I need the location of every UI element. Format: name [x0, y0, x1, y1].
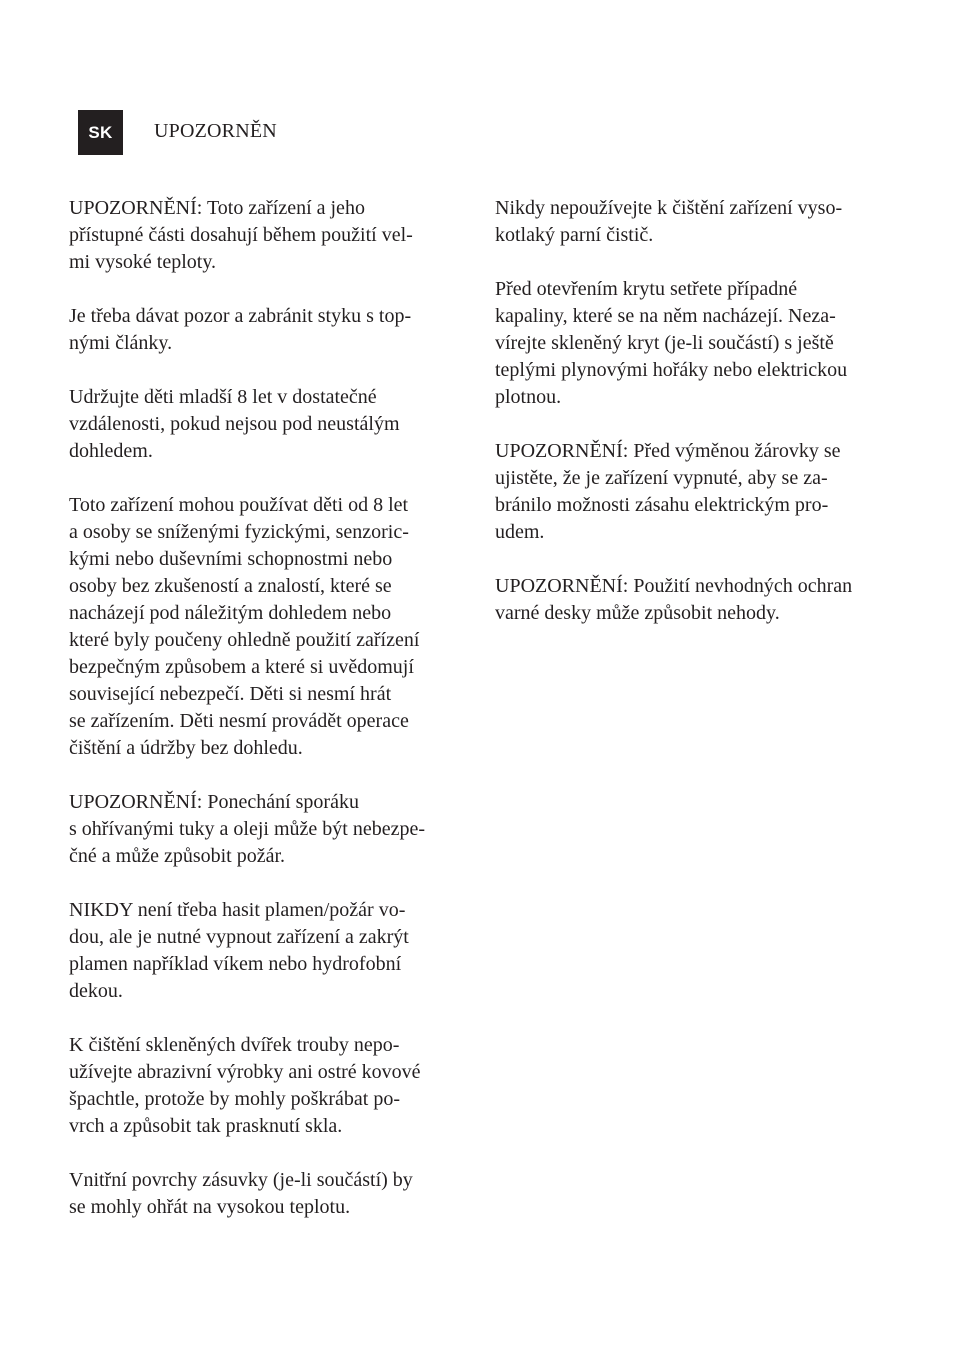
warning-paragraph-children-distance: Udržujte děti mladší 8 let v dostatečné vzdálenosti, pokud nejsou pod neustálým dohledem.: [69, 386, 400, 462]
warning-paragraph-oil-fire: UPOZORNĚNÍ: Ponechání sporáku s ohřívanými tuky a oleji může být nebezpe- čné a může způsobit požár.: [69, 791, 426, 867]
warning-paragraph-drawer-surfaces: Vnitřní povrchy zásuvky (je-li součástí) by se mohly ohřát na vysokou teplotu.: [69, 1169, 413, 1218]
warning-paragraph-bulb-replacement: UPOZORNĚNÍ: Před výměnou žárovky se ujistěte, že je zařízení vypnuté, aby se za- bránilo možnosti zásahu elektrickým pro- udem.: [495, 440, 841, 543]
warning-paragraph-children-usage: Toto zařízení mohou používat děti od 8 let a osoby se sníženými fyzickými, senzoric- kými nebo duševními schopnostmi nebo osoby bez zkušeností a znalostí, které se nacházejí pod náležitým dohledem nebo které byly poučeny ohledně použití zařízení bezpečným způsobem a které si uvědomují související nebezpečí. Děti si nesmí hrát se zařízením. Děti nesmí provádět operace čištění a údržby bez dohledu.: [69, 494, 420, 759]
left-column: [69, 195, 479, 1248]
warning-paragraph-water-extinguish: NIKDY není třeba hasit plamen/požár vo- dou, ale je nutné vypnout zařízení a zakrýt plamen například víkem nebo hydrofobní dekou.: [69, 899, 409, 1002]
warning-paragraph-glass-cleaning: K čištění skleněných dvířek trouby nepo- užívejte abrazivní výrobky ani ostré kovové špachtle, protože by mohly poškrábat po- vrch a způsobit tak prasknutí skla.: [69, 1034, 421, 1137]
warning-paragraph-hot-parts: UPOZORNĚNÍ: Toto zařízení a jeho přístupné části dosahují během použití vel- mi vysoké teploty.: [69, 197, 413, 273]
language-badge: SK: [78, 110, 123, 155]
warning-paragraph-heating-elements: Je třeba dávat pozor a zabránit styku s top- nými články.: [69, 305, 412, 354]
warning-paragraph-hob-guards: UPOZORNĚNÍ: Použití nevhodných ochran varné desky může způsobit nehody.: [495, 575, 853, 624]
page-title: UPOZORNĚN: [154, 120, 277, 142]
right-column: [495, 195, 925, 654]
warning-paragraph-lid-liquids: Před otevřením krytu setřete případné kapaliny, které se na něm nacházejí. Neza- vírejte skleněný kryt (je-li součástí) s ještě teplými plynovými hořáky nebo elektrickou plotnou.: [495, 278, 848, 408]
warning-paragraph-steam-cleaner: Nikdy nepoužívejte k čištění zařízení vyso- kotlaký parní čistič.: [495, 197, 843, 246]
